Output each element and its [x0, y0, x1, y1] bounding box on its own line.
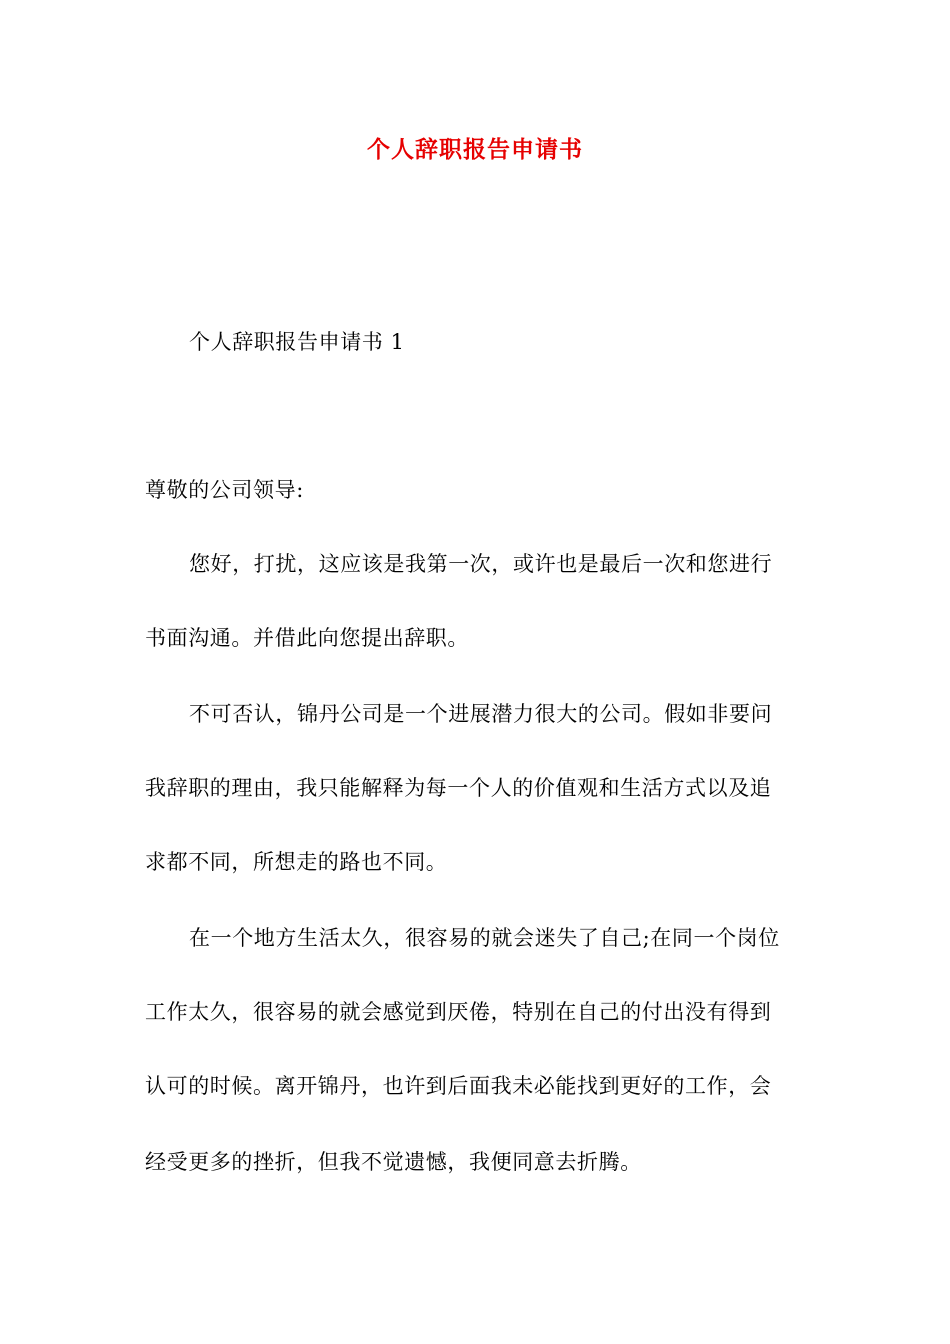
paragraph-2-line-3: 求都不同，所想走的路也不同。: [145, 850, 448, 874]
paragraph-3-line-4: 经受更多的挫折，但我不觉遗憾，我便同意去折腾。: [145, 1150, 642, 1174]
paragraph-2-line-1: 不可否认，锦丹公司是一个进展潜力很大的公司。假如非要问: [189, 702, 773, 726]
document-title: 个人辞职报告申请书: [367, 136, 583, 163]
paragraph-3-line-2: 工作太久，很容易的就会感觉到厌倦，特别在自己的付出没有得到: [145, 1000, 772, 1024]
paragraph-1-line-2: 书面沟通。并借此向您提出辞职。: [145, 626, 469, 650]
paragraph-3-line-3: 认可的时候。离开锦丹，也许到后面我未必能找到更好的工作，会: [145, 1074, 772, 1098]
paragraph-1-line-1: 您好，打扰，这应该是我第一次，或许也是最后一次和您进行: [189, 552, 773, 576]
paragraph-2-line-2: 我辞职的理由，我只能解释为每一个人的价值观和生活方式以及追: [145, 776, 772, 800]
salutation: 尊敬的公司领导:: [145, 478, 304, 502]
section-heading: 个人辞职报告申请书 1: [189, 330, 405, 354]
paragraph-3-line-1: 在一个地方生活太久，很容易的就会迷失了自己;在同一个岗位: [189, 926, 780, 950]
